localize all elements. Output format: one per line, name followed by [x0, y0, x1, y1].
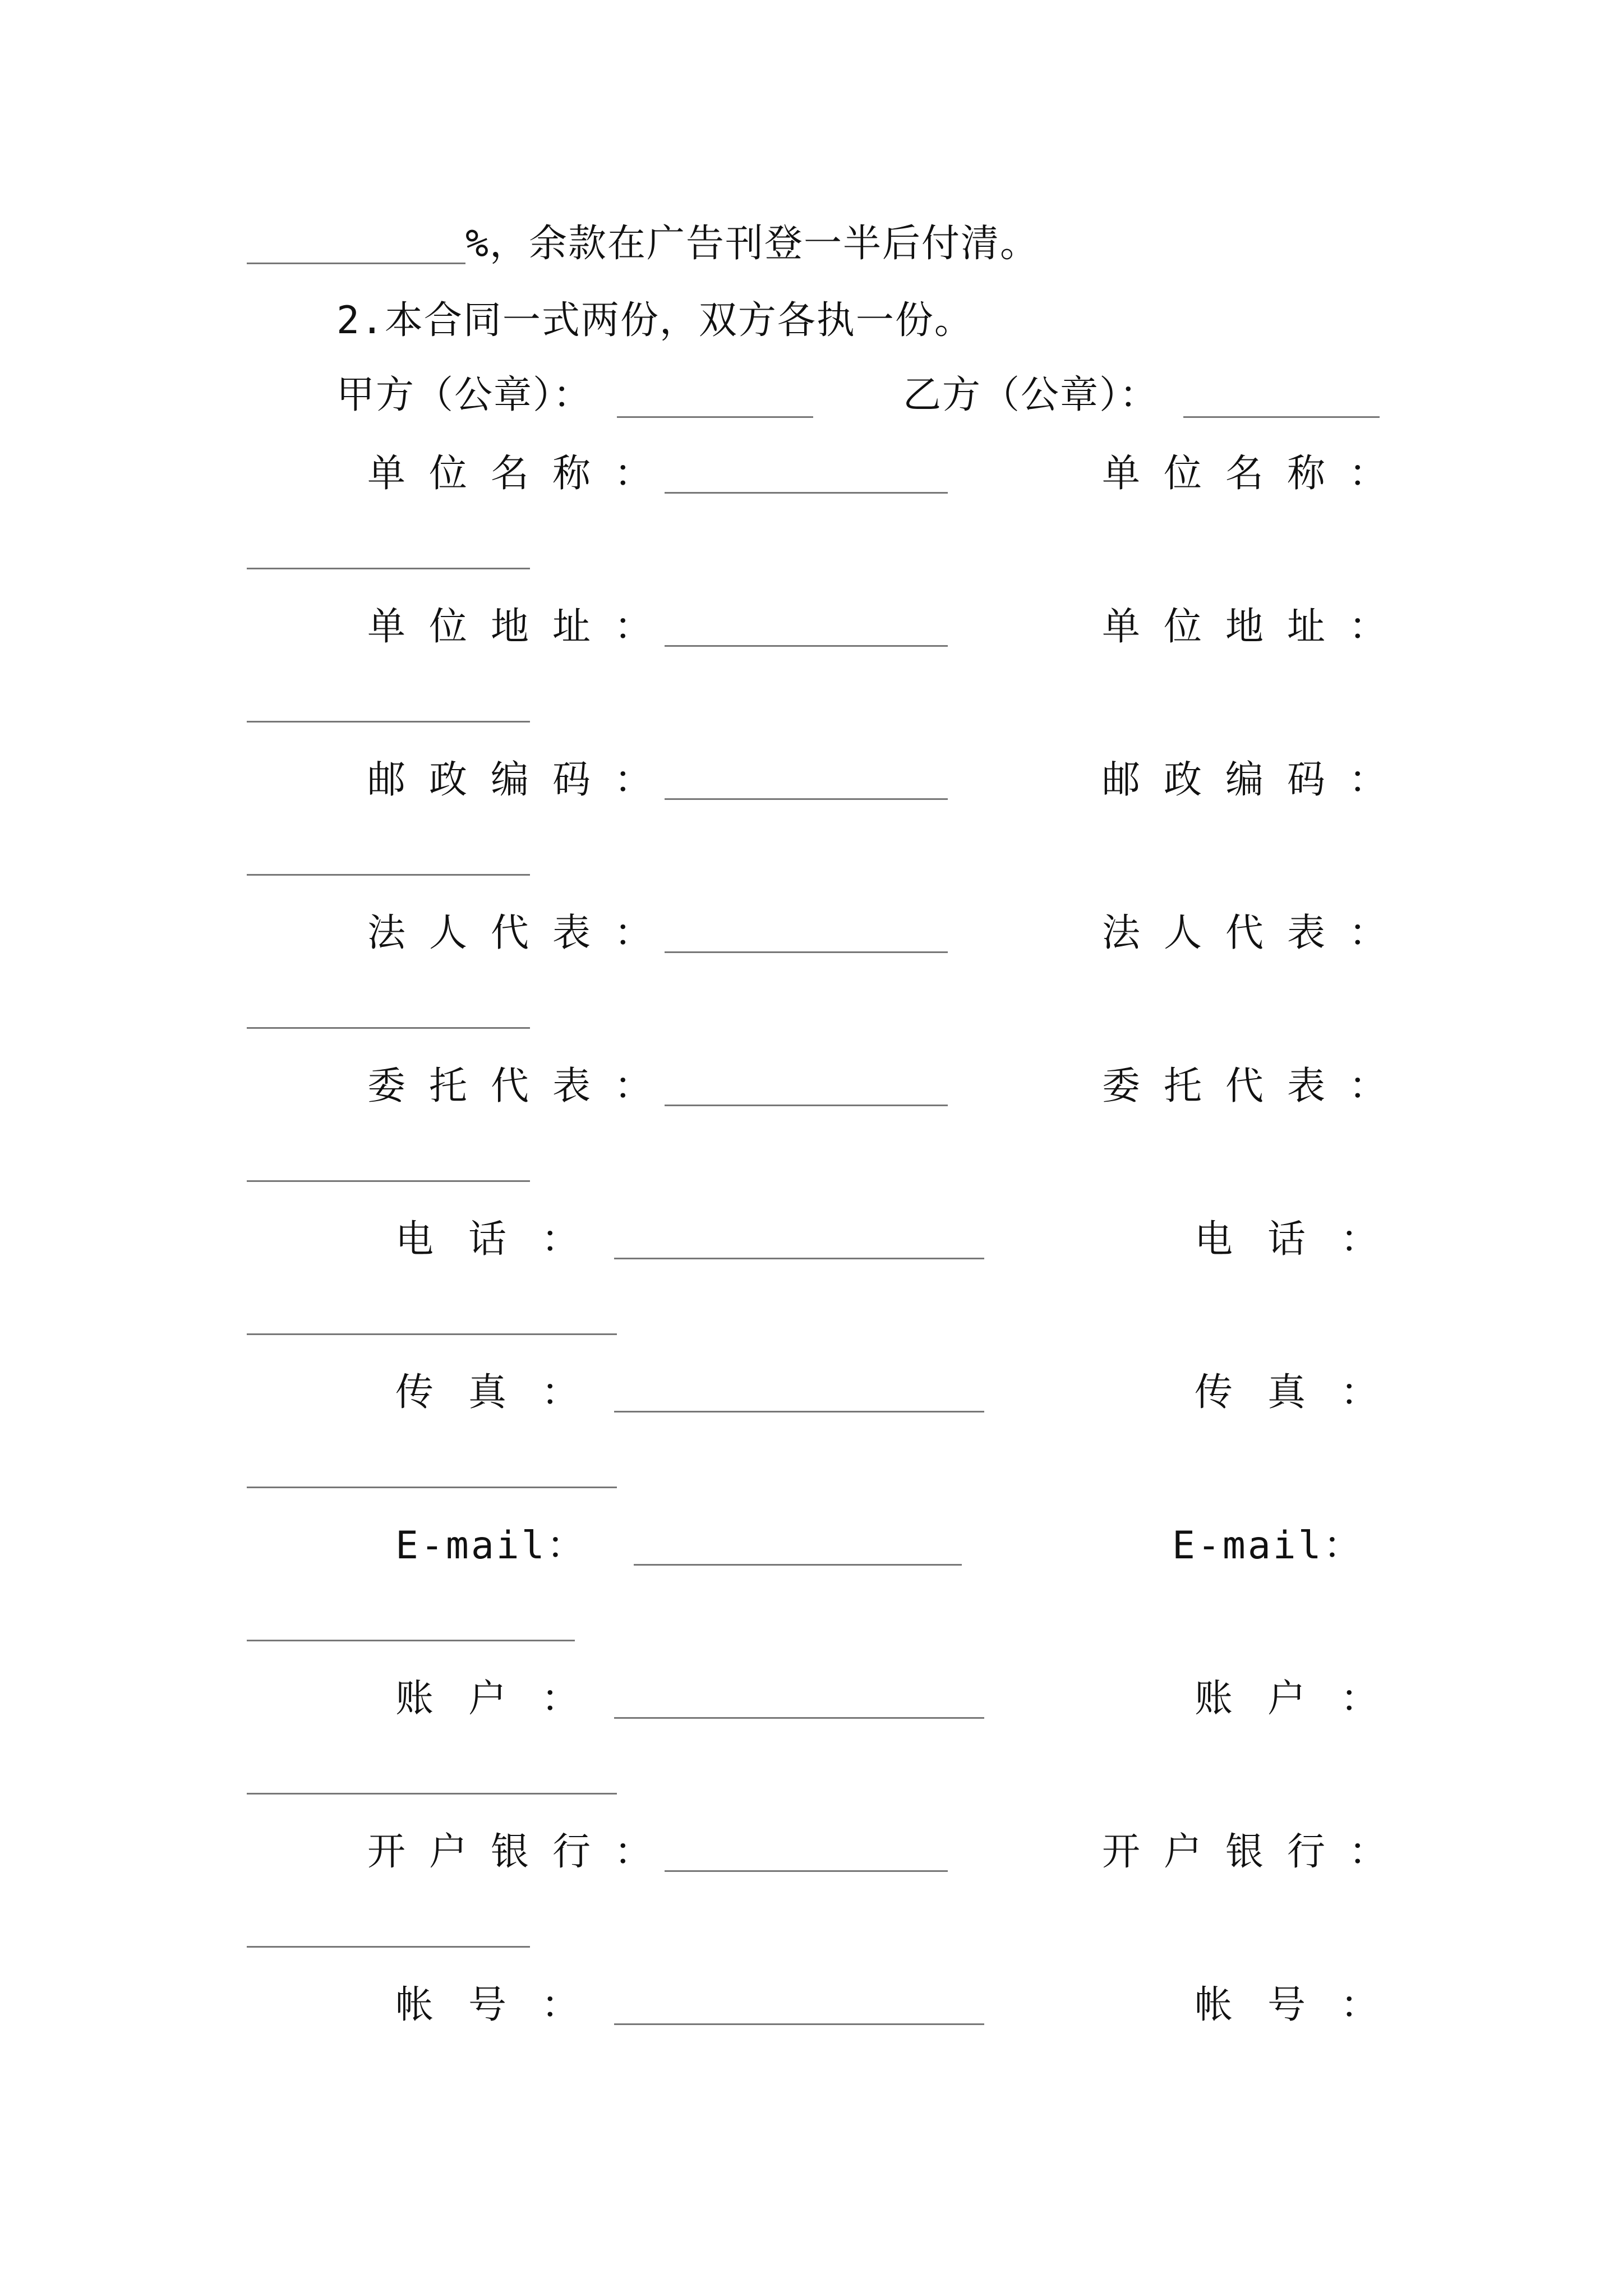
party-a-unit-address-label: 单位地址：: [367, 605, 676, 649]
party-a-fax-label: 传真：: [395, 1370, 615, 1415]
party-a-seal-blank[interactable]: [617, 416, 813, 418]
party-a-fax-blank[interactable]: [614, 1411, 984, 1412]
party-a-legal-rep-blank[interactable]: [665, 951, 948, 953]
party-a-entrusted-rep-blank[interactable]: [665, 1105, 948, 1106]
party-b-phone-label: 电话：: [1195, 1217, 1414, 1262]
party-a-phone-blank[interactable]: [614, 1258, 984, 1259]
party-b-postal-code-blank[interactable]: [247, 874, 530, 876]
party-a-postal-code-blank[interactable]: [665, 798, 948, 800]
party-b-postal-code-label: 邮政编码：: [1102, 758, 1411, 802]
party-a-entrusted-rep-label: 委托代表：: [367, 1064, 676, 1108]
payment-terms-text: %，余款在广告刊登一半后付清。: [465, 222, 1039, 266]
party-b-account-label: 账户：: [1195, 1677, 1414, 1721]
party-a-account-blank[interactable]: [614, 1717, 984, 1719]
party-a-unit-name-blank[interactable]: [665, 492, 948, 494]
party-a-account-label: 账户：: [395, 1677, 615, 1721]
party-a-email-label: E-mail：: [395, 1524, 587, 1568]
party-b-unit-name-label: 单位名称：: [1102, 452, 1411, 496]
percentage-blank[interactable]: [247, 263, 465, 264]
party-b-unit-address-label: 单位地址：: [1102, 605, 1411, 649]
party-a-legal-rep-label: 法人代表：: [367, 911, 676, 955]
party-b-account-no-label: 帐号：: [1195, 1983, 1414, 2027]
party-b-email-blank[interactable]: [247, 1640, 575, 1641]
party-b-fax-blank[interactable]: [247, 1487, 617, 1488]
party-a-phone-label: 电话：: [395, 1217, 615, 1262]
party-b-email-label: E-mail：: [1172, 1524, 1364, 1568]
party-a-postal-code-label: 邮政编码：: [367, 758, 676, 802]
party-a-seal-label: 甲方（公章）：: [336, 373, 593, 417]
party-b-unit-address-blank[interactable]: [247, 721, 530, 723]
party-a-unit-name-label: 单位名称：: [367, 452, 676, 496]
party-a-account-no-label: 帐号：: [395, 1983, 615, 2027]
copies-clause-text: 2.本合同一式两份，双方各执一份。: [336, 298, 974, 343]
party-b-seal-blank[interactable]: [1183, 416, 1380, 418]
party-b-fax-label: 传真：: [1195, 1370, 1414, 1415]
party-b-unit-name-blank[interactable]: [247, 568, 530, 569]
party-a-account-no-blank[interactable]: [614, 2023, 984, 2025]
party-b-seal-label: 乙方（公章）：: [903, 373, 1159, 417]
party-b-legal-rep-label: 法人代表：: [1102, 911, 1411, 955]
party-b-bank-label: 开户银行：: [1102, 1830, 1411, 1874]
party-a-bank-label: 开户银行：: [367, 1830, 676, 1874]
party-b-entrusted-rep-blank[interactable]: [247, 1180, 530, 1182]
party-b-entrusted-rep-label: 委托代表：: [1102, 1064, 1411, 1108]
party-b-bank-blank[interactable]: [247, 1946, 530, 1948]
party-a-email-blank[interactable]: [634, 1564, 962, 1566]
party-b-phone-blank[interactable]: [247, 1333, 617, 1335]
party-a-unit-address-blank[interactable]: [665, 645, 948, 647]
party-b-legal-rep-blank[interactable]: [247, 1027, 530, 1029]
party-b-account-blank[interactable]: [247, 1793, 617, 1795]
party-a-bank-blank[interactable]: [665, 1870, 948, 1872]
